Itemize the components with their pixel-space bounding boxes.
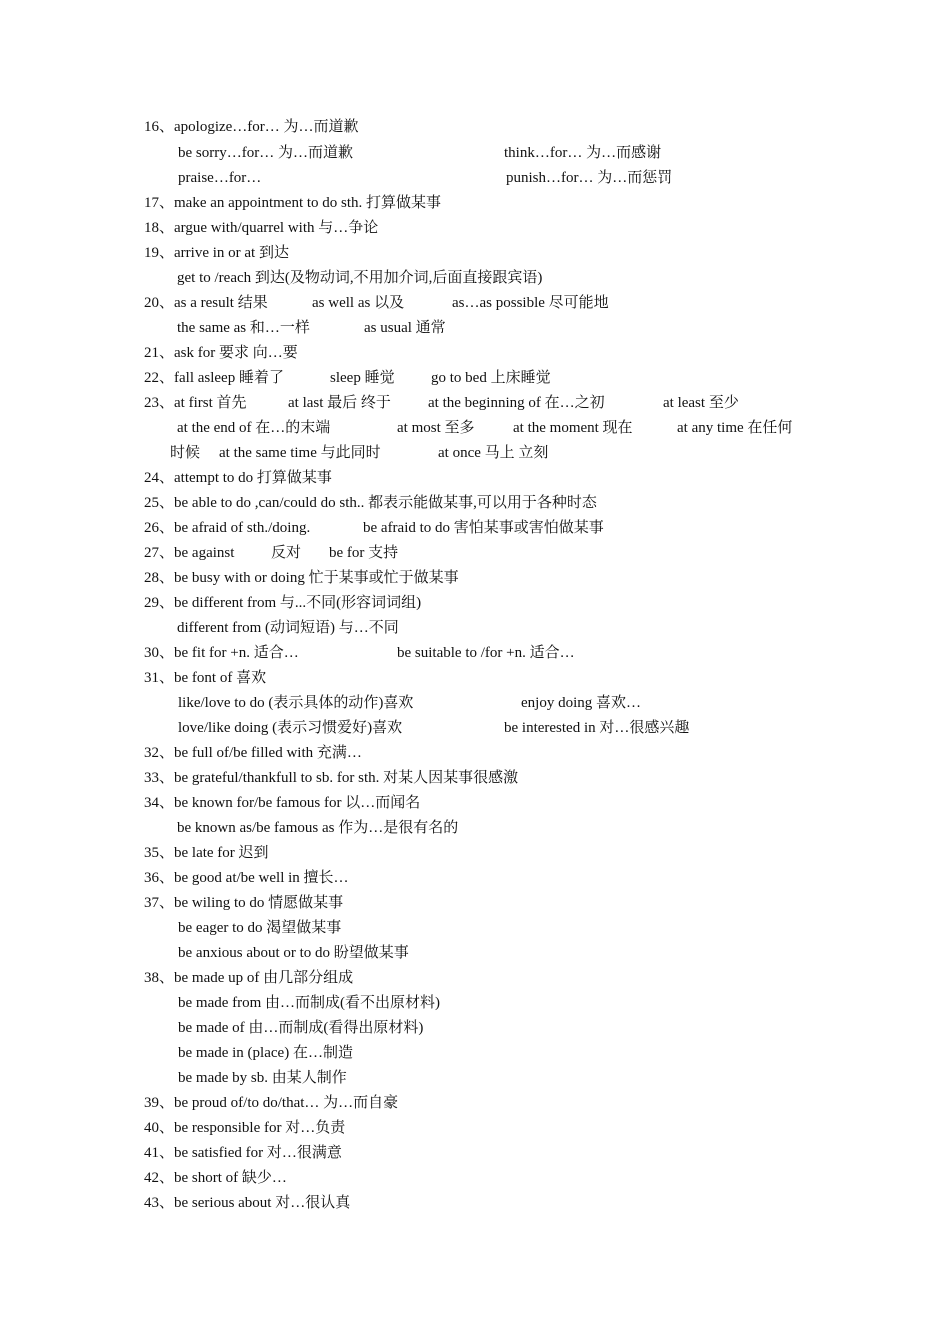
phrase-text: 21、ask for 要求 向…要	[144, 345, 298, 361]
phrase-line	[0, 616, 950, 640]
phrase-line	[0, 441, 950, 465]
phrase-text: 27、be against	[144, 545, 235, 561]
phrase-line	[0, 391, 950, 415]
phrase-text: be anxious about or to do 盼望做某事	[178, 945, 409, 961]
phrase-line	[0, 891, 950, 915]
phrase-text: 31、be font of 喜欢	[144, 670, 267, 686]
phrase-text: 18、argue with/quarrel with 与…争论	[144, 220, 379, 236]
phrase-text: be known as/be famous as 作为…是很有名的	[177, 820, 459, 836]
phrase-line	[0, 416, 950, 440]
phrase-text: 40、be responsible for 对…负责	[144, 1120, 346, 1136]
phrase-text: love/like doing (表示习惯爱好)喜欢	[178, 720, 403, 736]
phrase-line	[0, 266, 950, 290]
phrase-text: at the end of 在…的末端	[177, 420, 331, 436]
phrase-text: 38、be made up of 由几部分组成	[144, 970, 354, 986]
phrase-text: be made of 由…而制成(看得出原材料)	[178, 1020, 424, 1036]
phrase-text: think…for… 为…而感谢	[504, 145, 662, 161]
phrase-line	[0, 241, 950, 265]
phrase-text: punish…for… 为…而惩罚	[506, 170, 673, 186]
phrase-text: at any time 在任何	[677, 420, 793, 436]
phrase-line	[0, 566, 950, 590]
phrase-text: 20、as a result 结果	[144, 295, 268, 311]
phrase-line	[0, 466, 950, 490]
phrase-text: 35、be late for 迟到	[144, 845, 269, 861]
phrase-text: go to bed 上床睡觉	[431, 370, 551, 386]
phrase-line	[0, 716, 950, 740]
phrase-text: be interested in 对…很感兴趣	[504, 720, 690, 736]
phrase-line	[0, 791, 950, 815]
phrase-line	[0, 1116, 950, 1140]
phrase-text: 30、be fit for +n. 适合…	[144, 645, 299, 661]
phrase-line	[0, 741, 950, 765]
phrase-text: be for 支持	[329, 545, 399, 561]
phrase-text: enjoy doing 喜欢…	[521, 695, 641, 711]
phrase-text: 33、be grateful/thankfull to sb. for sth. 对某人因某事很感激	[144, 770, 519, 786]
phrase-text: 24、attempt to do 打算做某事	[144, 470, 332, 486]
phrase-text: 反对	[271, 545, 302, 561]
phrase-text: at the beginning of 在…之初	[428, 395, 605, 411]
phrase-line	[0, 641, 950, 665]
phrase-line	[0, 141, 950, 165]
phrase-line	[0, 291, 950, 315]
phrase-text: 22、fall asleep 睡着了	[144, 370, 284, 386]
phrase-line	[0, 816, 950, 840]
phrase-text: 41、be satisfied for 对…很满意	[144, 1145, 342, 1161]
phrase-text: 32、be full of/be filled with 充满…	[144, 745, 362, 761]
phrase-text: different from (动词短语) 与…不同	[177, 620, 399, 636]
phrase-text: get to /reach 到达(及物动词,不用加介词,后面直接跟宾语)	[177, 270, 543, 286]
phrase-line	[0, 366, 950, 390]
phrase-line	[0, 691, 950, 715]
phrase-text: be suitable to /for +n. 适合…	[397, 645, 575, 661]
phrase-text: as well as 以及	[312, 295, 405, 311]
phrase-text: be afraid to do 害怕某事或害怕做某事	[363, 520, 604, 536]
phrase-text: 39、be proud of/to do/that… 为…而自豪	[144, 1095, 399, 1111]
phrase-line	[0, 516, 950, 540]
phrase-line	[0, 341, 950, 365]
phrase-line	[0, 316, 950, 340]
phrase-text: be made from 由…而制成(看不出原材料)	[178, 995, 441, 1011]
phrase-line	[0, 1091, 950, 1115]
phrase-text: at the same time 与此同时	[219, 445, 381, 461]
phrase-text: be eager to do 渴望做某事	[178, 920, 342, 936]
phrase-line	[0, 941, 950, 965]
phrase-text: 42、be short of 缺少…	[144, 1170, 287, 1186]
phrase-line	[0, 1141, 950, 1165]
phrase-text: as usual 通常	[364, 320, 446, 336]
phrase-line	[0, 866, 950, 890]
phrase-line	[0, 491, 950, 515]
phrase-text: at once 马上 立刻	[438, 445, 549, 461]
phrase-text: 36、be good at/be well in 擅长…	[144, 870, 349, 886]
phrase-line	[0, 766, 950, 790]
phrase-text: the same as 和…一样	[177, 320, 310, 336]
phrase-line	[0, 166, 950, 190]
phrase-line	[0, 841, 950, 865]
phrase-text: 时候	[170, 445, 201, 461]
phrase-text: 23、at first 首先	[144, 395, 247, 411]
phrase-line	[0, 216, 950, 240]
phrase-text: as…as possible 尽可能地	[452, 295, 609, 311]
phrase-line	[0, 1041, 950, 1065]
phrase-text: 29、be different from 与...不同(形容词词组)	[144, 595, 422, 611]
phrase-text: like/love to do (表示具体的动作)喜欢	[178, 695, 414, 711]
phrase-text: be made in (place) 在…制造	[178, 1045, 353, 1061]
phrase-line	[0, 1016, 950, 1040]
phrase-line	[0, 916, 950, 940]
phrase-line	[0, 666, 950, 690]
phrase-text: 26、be afraid of sth./doing.	[144, 520, 311, 536]
phrase-text: be sorry…for… 为…而道歉	[178, 145, 353, 161]
phrase-text: at last 最后 终于	[288, 395, 391, 411]
phrase-text: 19、arrive in or at 到达	[144, 245, 289, 261]
phrase-text: at least 至少	[663, 395, 739, 411]
phrase-text: 17、make an appointment to do sth. 打算做某事	[144, 195, 442, 211]
phrase-text: praise…for…	[178, 170, 262, 186]
phrase-text: be made by sb. 由某人制作	[178, 1070, 347, 1086]
phrase-line	[0, 991, 950, 1015]
phrase-line	[0, 1191, 950, 1215]
phrase-text: 37、be wiling to do 情愿做某事	[144, 895, 344, 911]
phrase-text: 16、apologize…for… 为…而道歉	[144, 119, 359, 135]
phrase-line	[0, 115, 950, 139]
phrase-text: 34、be known for/be famous for 以…而闻名	[144, 795, 421, 811]
phrase-line	[0, 1166, 950, 1190]
phrase-text: at most 至多	[397, 420, 475, 436]
phrase-line	[0, 966, 950, 990]
phrase-line	[0, 1066, 950, 1090]
phrase-line	[0, 191, 950, 215]
phrase-text: sleep 睡觉	[330, 370, 395, 386]
phrase-text: 43、be serious about 对…很认真	[144, 1195, 351, 1211]
phrase-text: at the moment 现在	[513, 420, 633, 436]
phrase-text: 25、be able to do ,can/could do sth.. 都表示能做某事,可以用于各种时态	[144, 495, 597, 511]
phrase-line	[0, 541, 950, 565]
phrase-text: 28、be busy with or doing 忙于某事或忙于做某事	[144, 570, 459, 586]
phrase-line	[0, 591, 950, 615]
